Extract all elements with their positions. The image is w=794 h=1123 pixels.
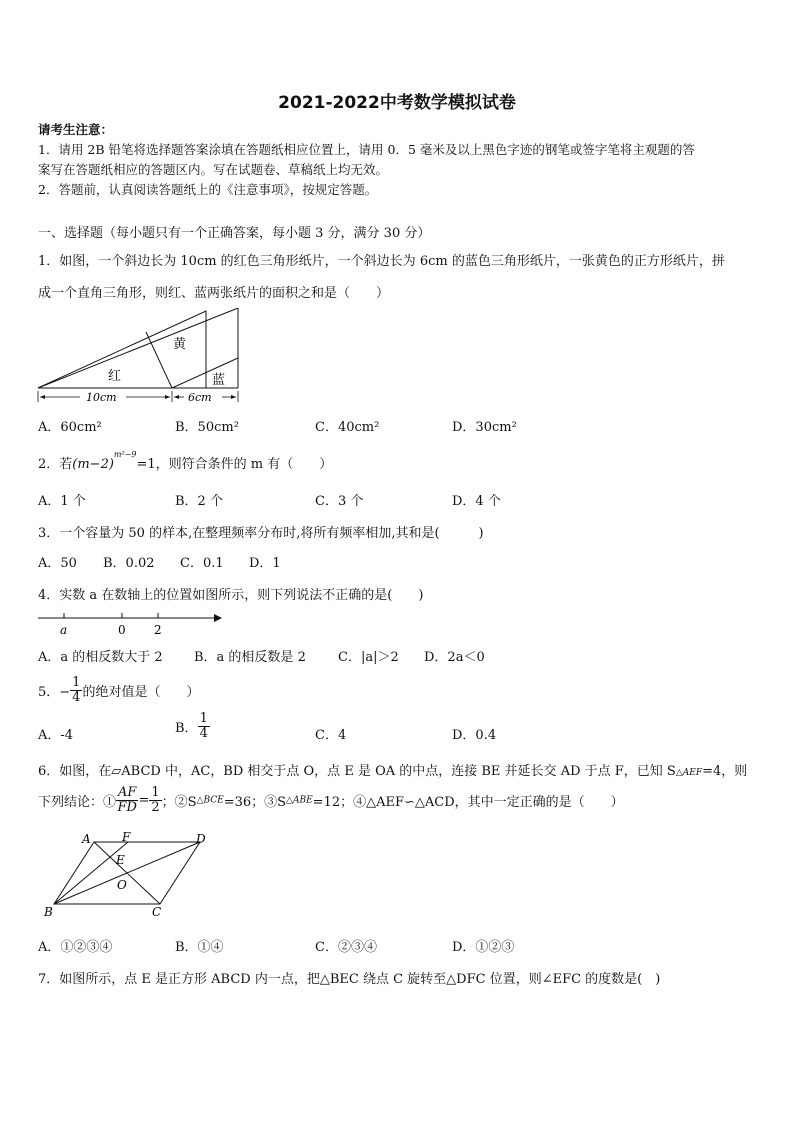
q5-option-b: B． $\frac{1}{4}$	[175, 711, 208, 741]
tick-0: 0	[118, 623, 126, 637]
label-10cm: 10cm	[86, 391, 117, 404]
q2-option-b: B．2 个	[175, 494, 223, 509]
vertex-c: C	[152, 905, 162, 919]
q3-option-c: C．0.1	[180, 556, 224, 571]
q2-base: (m−2)	[72, 457, 114, 472]
question-6-line-1: 6．如图，在▱ABCD 中，AC，BD 相交于点 O，点 E 是 OA 的中点，连接 BE 并延长交 AD 于点 F，已知 S△AEF=4，则	[38, 764, 748, 779]
square-edge-bottom	[172, 358, 238, 388]
q1-option-c: C．40cm²	[315, 420, 380, 435]
q5-option-d: D．0.4	[452, 728, 497, 743]
tick-2: 2	[154, 623, 162, 637]
q6-option-d: D．①②③	[452, 940, 515, 955]
q5-fraction: $\frac{1}{4}$	[72, 675, 81, 705]
q4-option-a: A．a 的相反数大于 2	[38, 650, 163, 665]
notice-item-1b: 案写在答题纸相应的答题区内。写在试题卷、草稿纸上均无效。	[38, 162, 389, 177]
question-1-line-1: 1．如图，一个斜边长为 10cm 的红色三角形纸片，一个斜边长为 6cm 的蓝色三角形纸片，一张黄色的正方形纸片，拼	[38, 254, 725, 269]
q2-option-a: A．1 个	[38, 494, 86, 509]
vertex-b: B	[44, 905, 53, 919]
q5-option-c: C．4	[315, 728, 347, 743]
label-red: 红	[108, 369, 122, 384]
q5-option-b-fraction: $\frac{1}{4}$	[199, 711, 208, 741]
question-1-line-2: 成一个直角三角形，则红、蓝两张纸片的面积之和是（ ）	[38, 286, 390, 301]
question-4: 4．实数 a 在数轴上的位置如图所示，则下列说法不正确的是( )	[38, 588, 424, 603]
q1-option-d: D．30cm²	[452, 420, 517, 435]
question-7: 7．如图所示，点 E 是正方形 ABCD 内一点，把△BEC 绕点 C 旋转至△DFC 位置，则∠EFC 的度数是( )	[38, 972, 661, 987]
q4-option-b: B．a 的相反数是 2	[194, 650, 306, 665]
label-blue: 蓝	[212, 373, 226, 388]
vertex-a: A	[82, 832, 91, 846]
q4-option-c: C．|a|＞2	[338, 650, 399, 665]
point-o: O	[117, 878, 127, 892]
question-6-line-2: 下列结论：① $\frac{AF}{FD}$ = $\frac{1}{2}$ ；②S△BCE=36；③S△ABE=12；④△AEF∽△ACD，其中一定正确的是（ ）	[38, 785, 624, 815]
q3-option-a: A．50	[38, 556, 77, 571]
point-e: E	[116, 853, 125, 867]
segment-bf	[54, 842, 128, 904]
q5-prefix: 5．−	[38, 685, 71, 700]
diagonal-bd	[54, 842, 200, 904]
square-edge-left	[146, 332, 172, 388]
af-fd-fraction: $\frac{AF}{FD}$	[117, 785, 137, 815]
question-2	[38, 449, 333, 472]
hypotenuse	[38, 308, 238, 388]
q2-prefix: 2．若	[38, 457, 73, 472]
q3-option-b: B．0.02	[103, 556, 155, 571]
q2-exponent: m²−9	[113, 449, 137, 459]
q5-option-a: A．-4	[38, 728, 74, 743]
q5-suffix: 的绝对值是（ ）	[82, 685, 200, 700]
section-heading: 一、选择题（每小题只有一个正确答案，每小题 3 分，满分 30 分）	[38, 226, 431, 241]
tick-a: a	[60, 623, 68, 637]
question-1-figure	[36, 308, 242, 408]
page-title: 2021-2022中考数学模拟试卷	[278, 93, 516, 113]
q2-suffix: =1，则符合条件的 m 有（ ）	[136, 457, 333, 472]
notice-item-2: 2．答题前，认真阅读答题纸上的《注意事项》，按规定答题。	[38, 182, 378, 197]
notice-heading: 请考生注意：	[38, 122, 114, 137]
q2-option-c: C．3 个	[315, 494, 364, 509]
notice-item-1a: 1．请用 2B 铅笔将选择题答案涂填在答题纸相应位置上，请用 0．5 毫米及以上黑色字迹的钢笔或签字笔将主观题的答	[38, 142, 695, 157]
vertex-f: F	[122, 830, 131, 844]
question-3: 3．一个容量为 50 的样本,在整理频率分布时,将所有频率相加,其和是( )	[38, 526, 484, 541]
half-fraction: $\frac{1}{2}$	[151, 785, 160, 815]
q2-option-d: D．4 个	[452, 494, 501, 509]
number-line	[36, 608, 226, 638]
vertex-d: D	[196, 832, 206, 846]
label-yellow: 黄	[173, 337, 187, 352]
q3-option-d: D．1	[249, 556, 281, 571]
q1-option-a: A．60cm²	[38, 420, 102, 435]
q4-option-d: D．2a＜0	[424, 650, 485, 665]
question-5	[38, 676, 199, 705]
q6-option-b: B．①④	[175, 940, 224, 955]
q1-option-b: B．50cm²	[175, 420, 239, 435]
parallelogram-figure	[38, 830, 218, 922]
label-6cm: 6cm	[188, 391, 212, 404]
q6-option-a: A．①②③④	[38, 940, 113, 955]
q6-option-c: C．②③④	[315, 940, 377, 955]
